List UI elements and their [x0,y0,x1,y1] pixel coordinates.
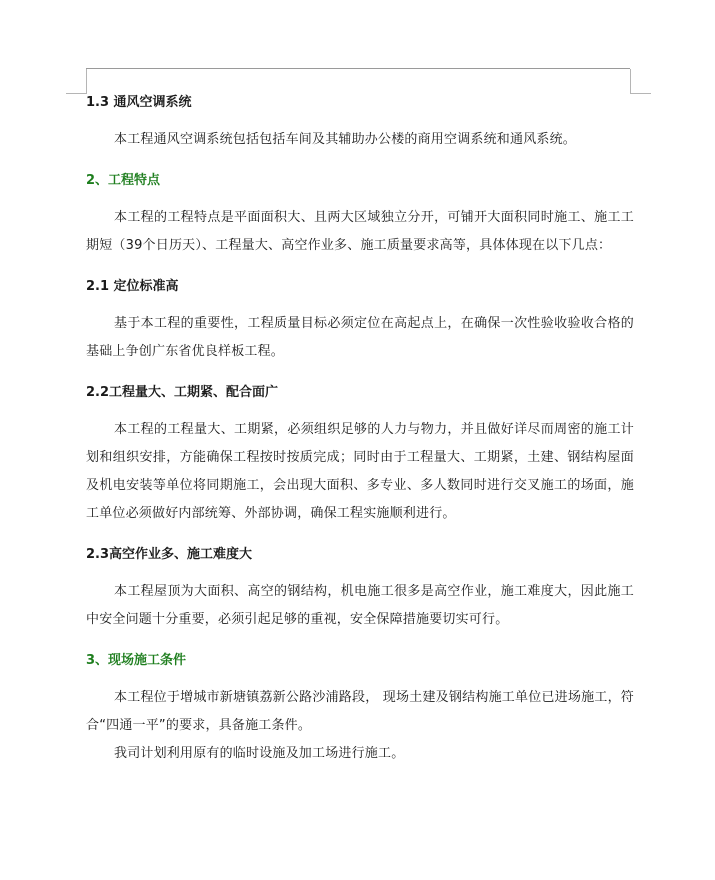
section-heading-3: 3、现场施工条件 [86,653,187,668]
section-heading-2: 2、工程特点 [86,173,161,188]
section-heading-2-1: 2.1 定位标准高 [86,279,179,294]
margin-corner-mark-left [66,69,87,94]
paragraph-2-2: 本工程的工程量大、工期紧，必须组织足够的人力与物力，并且做好详尽而周密的施工计划和组织安排，方能确保工程按时按质完成；同时由于工程量大、工期紧，土建、钢结构屋面及机电安装等单位将同期施工，会出现大面积、多专业、多人数同时进行交叉施工的场面，施工单位必须做好内部统筹、外部协调，确保工程实施顺利进行。 [86,422,634,521]
paragraph-2: 本工程的工程特点是平面面积大、且两大区域独立分开，可铺开大面积同时施工、施工工期短（39个日历天）、工程量大、高空作业多、施工质量要求高等，具体体现在以下几点： [86,210,634,253]
page-header-line [86,68,630,69]
section-heading-2-2: 2.2工程量大、工期紧、配合面广 [86,385,279,400]
paragraph-3-1: 本工程位于增城市新塘镇荔新公路沙浦路段， 现场土建及钢结构施工单位已进场施工，符合“四通一平”的要求，具备施工条件。 [86,690,634,733]
paragraph-2-3: 本工程屋顶为大面积、高空的钢结构，机电施工很多是高空作业，施工难度大，因此施工中安全问题十分重要，必须引起足够的重视，安全保障措施要切实可行。 [86,584,634,627]
document-body [86,88,634,768]
paragraph-1-3: 本工程通风空调系统包括包括车间及其辅助办公楼的商用空调系统和通风系统。 [114,132,577,147]
paragraph-3-2: 我司计划利用原有的临时设施及加工场进行施工。 [114,746,405,761]
paragraph-2-1: 基于本工程的重要性，工程质量目标必须定位在高起点上，在确保一次性验收验收合格的基础上争创广东省优良样板工程。 [86,316,634,359]
section-heading-2-3: 2.3高空作业多、施工难度大 [86,547,253,562]
section-heading-1-3: 1.3 通风空调系统 [86,95,192,110]
